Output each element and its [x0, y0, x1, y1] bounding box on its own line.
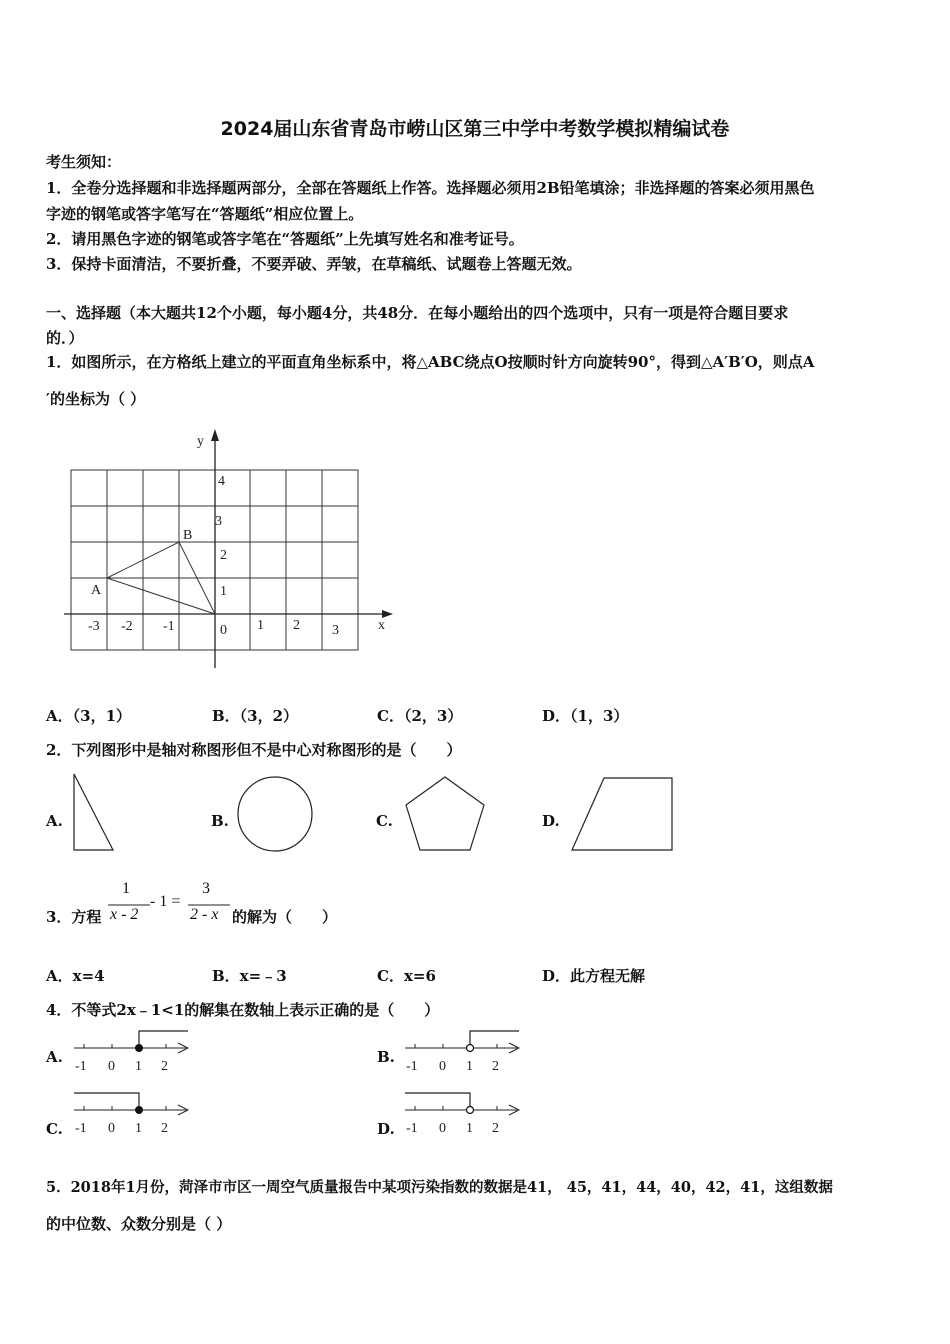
tick-label: 2 — [161, 1121, 168, 1136]
q2-option-b[interactable]: B. — [211, 812, 229, 830]
q1-option-d[interactable]: D．（1，3） — [542, 707, 629, 725]
q3-option-b[interactable]: B．x=﹣3 — [212, 967, 287, 985]
x-tick-label: -1 — [163, 619, 175, 634]
notice-heading: 考生须知： — [46, 153, 122, 171]
right-triangle-shape — [70, 770, 120, 854]
q1-option-c[interactable]: C．（2，3） — [377, 707, 463, 725]
tick-label: 1 — [135, 1059, 142, 1074]
circle-shape — [236, 776, 316, 856]
y-axis-arrow-icon — [211, 429, 219, 441]
q4-stem: 4．不等式2x﹣1<1的解集在数轴上表示正确的是（ ） — [46, 1001, 440, 1019]
tick-label: -1 — [75, 1121, 87, 1136]
notice-line-3: 3．保持卡面清洁，不要折叠，不要弄破、弄皱，在草稿纸、试题卷上答题无效。 — [46, 255, 582, 273]
q3-fraction2-numerator: 3 — [202, 880, 210, 897]
trapezoid-shape — [568, 774, 678, 854]
q1-coordinate-graph — [60, 425, 400, 675]
q5-stem: 5．2018年1月份，菏泽市市区一周空气质量报告中某项污染指数的数据是41， 45，41，44，40，42，41，这组数据 — [46, 1179, 833, 1196]
section-heading-cont: 的．） — [46, 329, 84, 347]
tick-label: 1 — [466, 1121, 473, 1136]
q1-stem: 1．如图所示，在方格纸上建立的平面直角坐标系中，将△ABC绕点O按顺时针方向旋转90°，得到△A′B′O，则点A — [46, 353, 815, 371]
x-tick-label: 3 — [332, 623, 339, 638]
q4-option-c[interactable]: C. — [46, 1120, 63, 1138]
point-a-label: A — [91, 583, 102, 598]
q1-option-b[interactable]: B．（3，2） — [212, 707, 299, 725]
number-line-d — [401, 1090, 526, 1138]
number-line-c — [70, 1090, 195, 1138]
q3-option-a[interactable]: A．x=4 — [46, 967, 105, 985]
q3-fraction1-denominator: x - 2 — [110, 906, 139, 923]
notice-line-1-cont: 字迹的钢笔或答字笔写在“答题纸”相应位置上。 — [46, 205, 364, 223]
q3-fraction2-denominator: 2 - x — [190, 906, 219, 923]
tick-label: 1 — [135, 1121, 142, 1136]
q1-option-a[interactable]: A．（3，1） — [46, 707, 132, 725]
notice-line-2: 2．请用黑色字迹的钢笔或答字笔在“答题纸”上先填写姓名和准考证号。 — [46, 230, 524, 248]
tick-label: 0 — [108, 1059, 115, 1074]
number-line-b — [401, 1028, 526, 1076]
section-heading: 一、选择题（本大题共12个小题，每小题4分，共48分．在每小题给出的四个选项中，只有一项是符合题目要求 — [46, 304, 789, 322]
tick-label: -1 — [75, 1059, 87, 1074]
page-title: 2024届山东省青岛市崂山区第三中学中考数学模拟精编试卷 — [220, 118, 730, 140]
y-tick-label: 4 — [218, 474, 225, 489]
tick-label: -1 — [406, 1121, 418, 1136]
q4-option-b[interactable]: B. — [377, 1048, 395, 1066]
q3-equals: - 1 = — [150, 893, 181, 910]
q4-option-a[interactable]: A. — [46, 1048, 63, 1066]
point-b-label: B — [183, 528, 193, 543]
x-tick-label: -3 — [88, 619, 100, 634]
q3-option-c[interactable]: C．x=6 — [377, 967, 436, 985]
q3-suffix: 的解为（ ） — [232, 908, 338, 926]
tick-label: 2 — [161, 1059, 168, 1074]
x-tick-label: -2 — [121, 619, 133, 634]
number-line-a — [70, 1028, 195, 1076]
q1-stem-cont: ′的坐标为（ ） — [46, 390, 146, 408]
tick-label: -1 — [406, 1059, 418, 1074]
x-axis-arrow-icon — [382, 610, 393, 618]
y-tick-label: 3 — [215, 514, 222, 529]
q3-option-d[interactable]: D．此方程无解 — [542, 967, 646, 985]
tick-label: 0 — [439, 1121, 446, 1136]
y-axis-label: y — [197, 434, 204, 449]
y-tick-label: 2 — [220, 548, 227, 563]
origin-label: 0 — [220, 623, 227, 638]
tick-label: 2 — [492, 1059, 499, 1074]
tick-label: 0 — [439, 1059, 446, 1074]
q2-stem: 2．下列图形中是轴对称图形但不是中心对称图形的是（ ） — [46, 741, 462, 759]
q5-stem-cont: 的中位数、众数分别是（ ） — [46, 1215, 232, 1233]
notice-line-1: 1．全卷分选择题和非选择题两部分，全部在答题纸上作答。选择题必须用2B铅笔填涂；非选择题的答案必须用黑色 — [46, 179, 815, 197]
tick-label: 2 — [492, 1121, 499, 1136]
q2-option-d[interactable]: D. — [542, 812, 560, 830]
q4-option-d[interactable]: D. — [377, 1120, 395, 1138]
x-tick-label: 1 — [257, 618, 264, 633]
q3-prefix: 3．方程 — [46, 908, 102, 926]
q2-option-a[interactable]: A. — [46, 812, 63, 830]
x-tick-label: 2 — [293, 618, 300, 633]
q3-fraction1-numerator: 1 — [122, 880, 130, 897]
tick-label: 0 — [108, 1121, 115, 1136]
tick-label: 1 — [466, 1059, 473, 1074]
y-tick-label: 1 — [220, 584, 227, 599]
q2-option-c[interactable]: C. — [376, 812, 393, 830]
pentagon-shape — [402, 774, 488, 854]
x-axis-label: x — [378, 618, 385, 633]
